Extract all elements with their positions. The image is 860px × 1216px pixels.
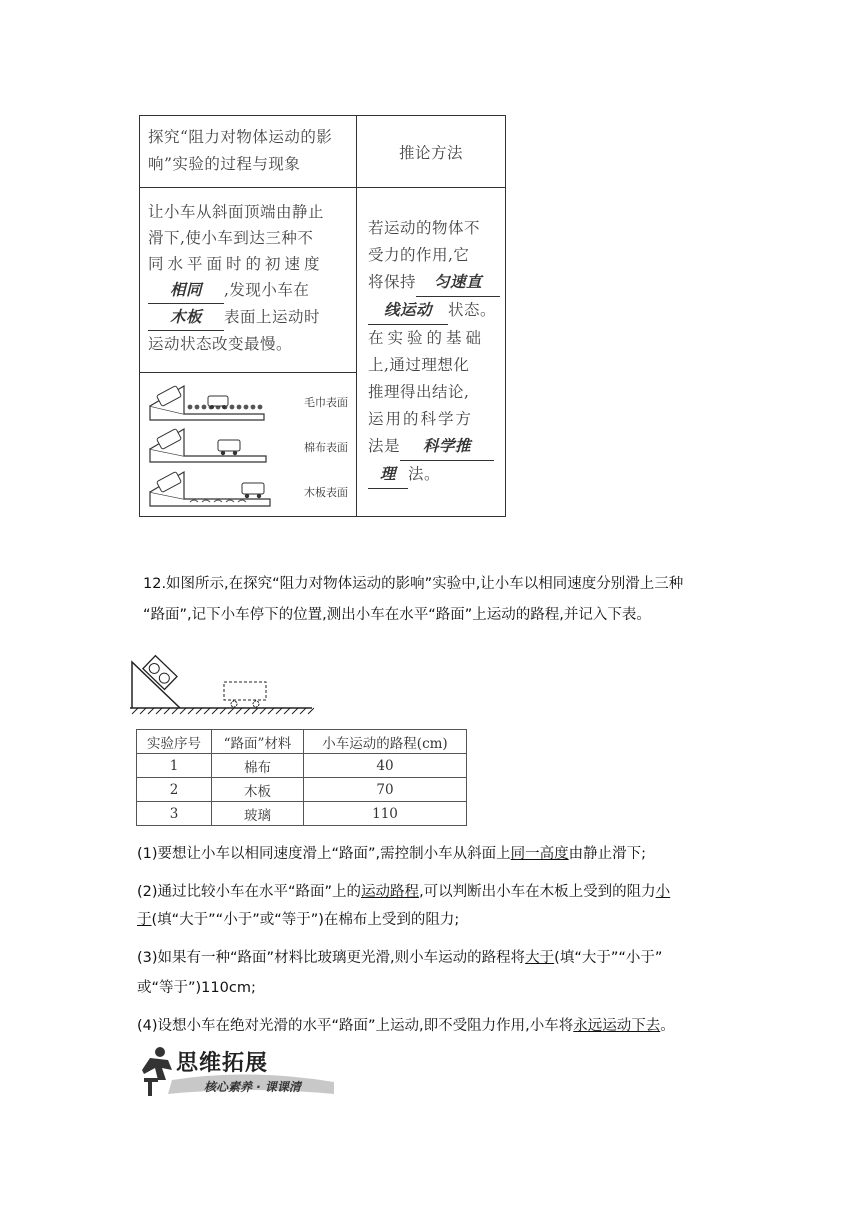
blank-motion-state-a: 匀速直 xyxy=(416,269,500,297)
right-line-7: 推理得出结论, xyxy=(368,383,470,401)
blank-initial-speed: 相同 xyxy=(148,277,224,304)
left-line-1: 让小车从斜面顶端由静止 xyxy=(148,203,325,221)
answer-4: (4)设想小车在绝对光滑的水平“路面”上运动,即不受阻力作用,小车将永远运动下去。 xyxy=(137,1018,675,1034)
surface-label-wood: 木板表面 xyxy=(304,486,348,499)
cell-material: 棉布 xyxy=(212,754,304,778)
answer-2-fill-b: 小 xyxy=(655,884,671,900)
answer-2-cont: 于(填“大于”“小于”或“等于”)在棉布上受到的阻力; xyxy=(137,912,460,928)
right-line-4 xyxy=(368,297,503,325)
cell-distance: 40 xyxy=(304,754,467,778)
experiment-summary-table xyxy=(139,115,506,517)
answer-4-fill: 永远运动下去 xyxy=(573,1018,661,1034)
left-line-2: 滑下,使小车到达三种不 xyxy=(148,229,314,247)
cotton-surface-ramp xyxy=(150,429,266,462)
table-row xyxy=(137,754,467,778)
right-line-3 xyxy=(368,269,503,297)
right-line-2: 受力的作用,它 xyxy=(368,246,470,264)
left-line-5 xyxy=(148,304,353,331)
right-line-8: 运用的科学方 xyxy=(368,410,474,428)
cell-trial: 3 xyxy=(137,802,212,826)
table-row xyxy=(137,802,467,826)
right-line-10 xyxy=(368,461,503,489)
answer-3-fill: 大于 xyxy=(525,950,555,966)
question-line-1: 12.如图所示,在探究“阻力对物体运动的影响”实验中,让小车以相同速度分别滑上三种 xyxy=(143,576,684,592)
left-line-4 xyxy=(148,277,353,304)
table-row xyxy=(137,778,467,802)
cell-trial: 2 xyxy=(137,778,212,802)
results-table-header xyxy=(137,730,467,754)
ramp-figure-svg xyxy=(128,650,314,718)
table-divider-vertical xyxy=(356,116,357,516)
results-table xyxy=(136,729,467,826)
cell-distance: 110 xyxy=(304,802,467,826)
right-line-4-after: 状态。 xyxy=(448,301,497,319)
blank-motion-state-b: 线运动 xyxy=(368,297,448,325)
left-line-5-after: 表面上运动时 xyxy=(224,308,321,326)
cell-trial: 1 xyxy=(137,754,212,778)
answer-1: (1)要想让小车以相同速度滑上“路面”,需控制小车从斜面上同一高度由静止滑下; xyxy=(137,846,647,862)
ramp-figure xyxy=(128,650,314,718)
surfaces-illustration xyxy=(144,376,354,514)
right-body-cell xyxy=(368,215,503,489)
header-right-cell: 推论方法 xyxy=(398,144,463,162)
blank-method-a: 科学推 xyxy=(400,433,494,461)
left-line-3: 同水平面时的初速度 xyxy=(148,255,324,273)
wood-surface-ramp xyxy=(150,472,270,506)
surface-label-cotton: 棉布表面 xyxy=(304,441,348,454)
right-line-9 xyxy=(368,433,503,461)
banner-subtitle: 核心素养 · 课课清 xyxy=(204,1080,301,1094)
cell-distance: 70 xyxy=(304,778,467,802)
answer-3-cont: 或“等于”)110cm; xyxy=(137,980,256,996)
col-header-distance: 小车运动的路程(cm) xyxy=(304,730,467,754)
header-left-cell: 探究“阻力对物体运动的影响”实验的过程与现象 xyxy=(148,128,333,173)
towel-surface-ramp xyxy=(150,386,264,420)
answer-2-fill-c: 于 xyxy=(137,912,152,928)
col-header-material: “路面”材料 xyxy=(212,730,304,754)
section-banner xyxy=(138,1044,338,1098)
left-line-4-after: ,发现小车在 xyxy=(224,281,310,299)
table-divider-left xyxy=(140,372,356,373)
answer-2: (2)通过比较小车在水平“路面”上的运动路程,可以判断出小车在木板上受到的阻力小 xyxy=(137,884,671,900)
right-line-6: 上,通过理想化 xyxy=(368,356,470,374)
surface-label-towel: 毛巾表面 xyxy=(304,396,348,409)
right-line-9-before: 法是 xyxy=(368,437,401,455)
blank-method-b: 理 xyxy=(368,461,408,489)
blank-surface: 木板 xyxy=(148,304,224,331)
answer-1-fill: 同一高度 xyxy=(510,846,569,862)
col-header-trial: 实验序号 xyxy=(137,730,212,754)
right-line-1: 若运动的物体不 xyxy=(368,219,481,237)
right-line-10-after: 法。 xyxy=(408,465,441,483)
cell-material: 木板 xyxy=(212,778,304,802)
right-line-3-before: 将保持 xyxy=(368,273,417,291)
cell-material: 玻璃 xyxy=(212,802,304,826)
left-line-6: 运动状态改变最慢。 xyxy=(148,335,293,353)
right-line-5: 在实验的基础 xyxy=(368,329,486,347)
answer-3: (3)如果有一种“路面”材料比玻璃更光滑,则小车运动的路程将大于(填“大于”“小于” xyxy=(137,950,663,966)
hurdler-icon xyxy=(142,1047,172,1096)
table-divider-header xyxy=(140,187,505,188)
answer-2-fill-a: 运动路程 xyxy=(361,884,420,900)
banner-title: 思维拓展 xyxy=(176,1051,269,1076)
left-body-cell xyxy=(148,199,353,357)
question-line-2: “路面”,记下小车停下的位置,测出小车在水平“路面”上运动的路程,并记入下表。 xyxy=(143,607,651,623)
